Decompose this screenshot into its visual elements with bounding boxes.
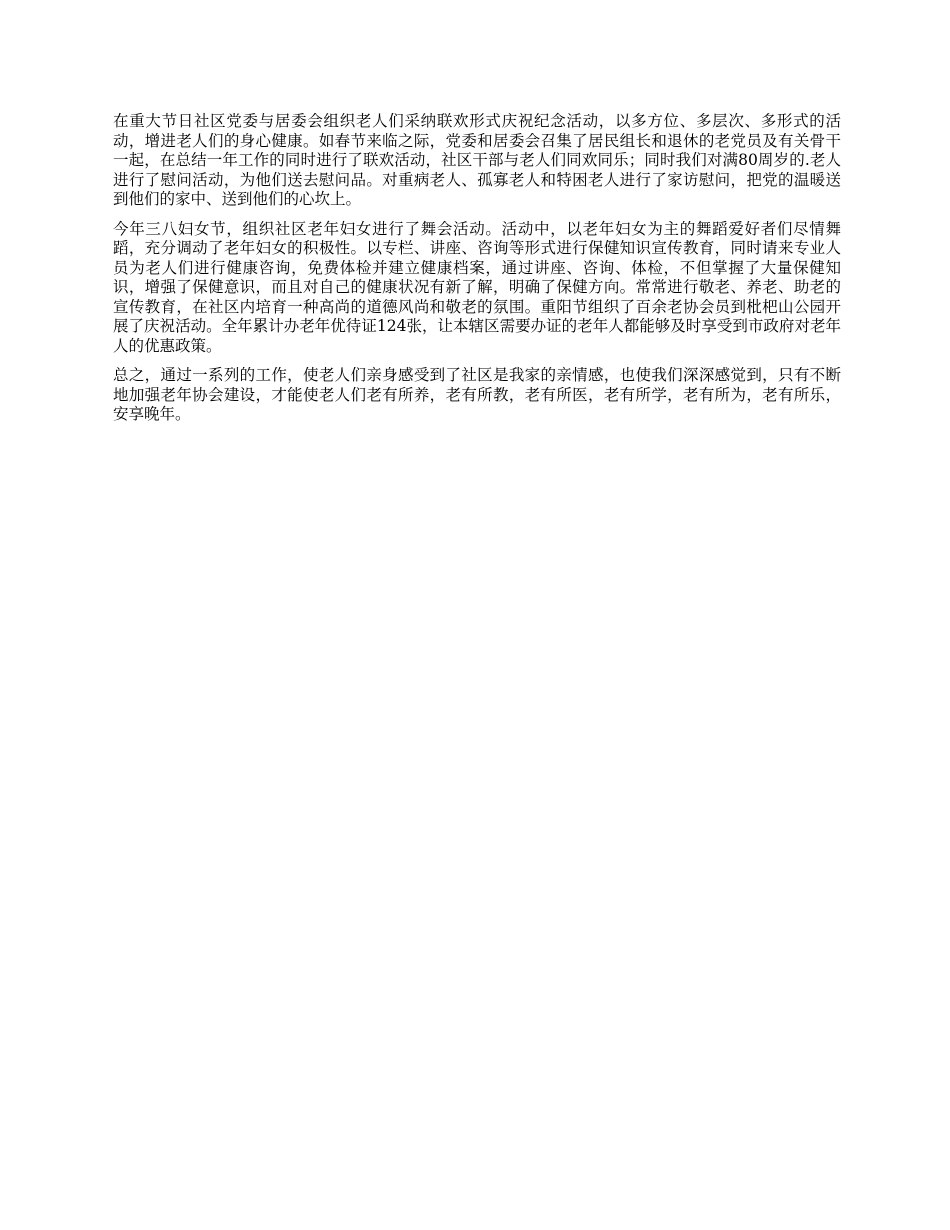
document-body	[113, 112, 841, 435]
paragraph-1: 在重大节日社区党委与居委会组织老人们采纳联欢形式庆祝纪念活动，以多方位、多层次、多形式的活动，增进老人们的身心健康。如春节来临之际，党委和居委会召集了居民组长和退休的老党员及有关骨干一起，在总结一年工作的同时进行了联欢活动，社区干部与老人们同欢同乐；同时我们对满80周岁的.老人进行了慰问活动，为他们送去慰问品。对重病老人、孤寡老人和特困老人进行了家访慰问，把党的温暖送到他们的家中、送到他们的心坎上。	[113, 112, 841, 208]
paragraph-2: 今年三八妇女节，组织社区老年妇女进行了舞会活动。活动中，以老年妇女为主的舞蹈爱好者们尽情舞蹈，充分调动了老年妇女的积极性。以专栏、讲座、咨询等形式进行保健知识宣传教育，同时请来专业人员为老人们进行健康咨询，免费体检并建立健康档案，通过讲座、咨询、体检，不但掌握了大量保健知识，增强了保健意识，而且对自己的健康状况有新了解，明确了保健方向。常常进行敬老、养老、助老的宣传教育，在社区内培育一种高尚的道德风尚和敬老的氛围。重阳节组织了百余老协会员到枇杷山公园开展了庆祝活动。全年累计办老年优待证124张，让本辖区需要办证的老年人都能够及时享受到市政府对老年人的优惠政策。	[113, 219, 841, 355]
paragraph-3: 总之，通过一系列的工作，使老人们亲身感受到了社区是我家的亲情感，也使我们深深感觉到，只有不断地加强老年协会建设，才能使老人们老有所养，老有所教，老有所医，老有所学，老有所为，老有所乐，安享晚年。	[113, 366, 841, 423]
